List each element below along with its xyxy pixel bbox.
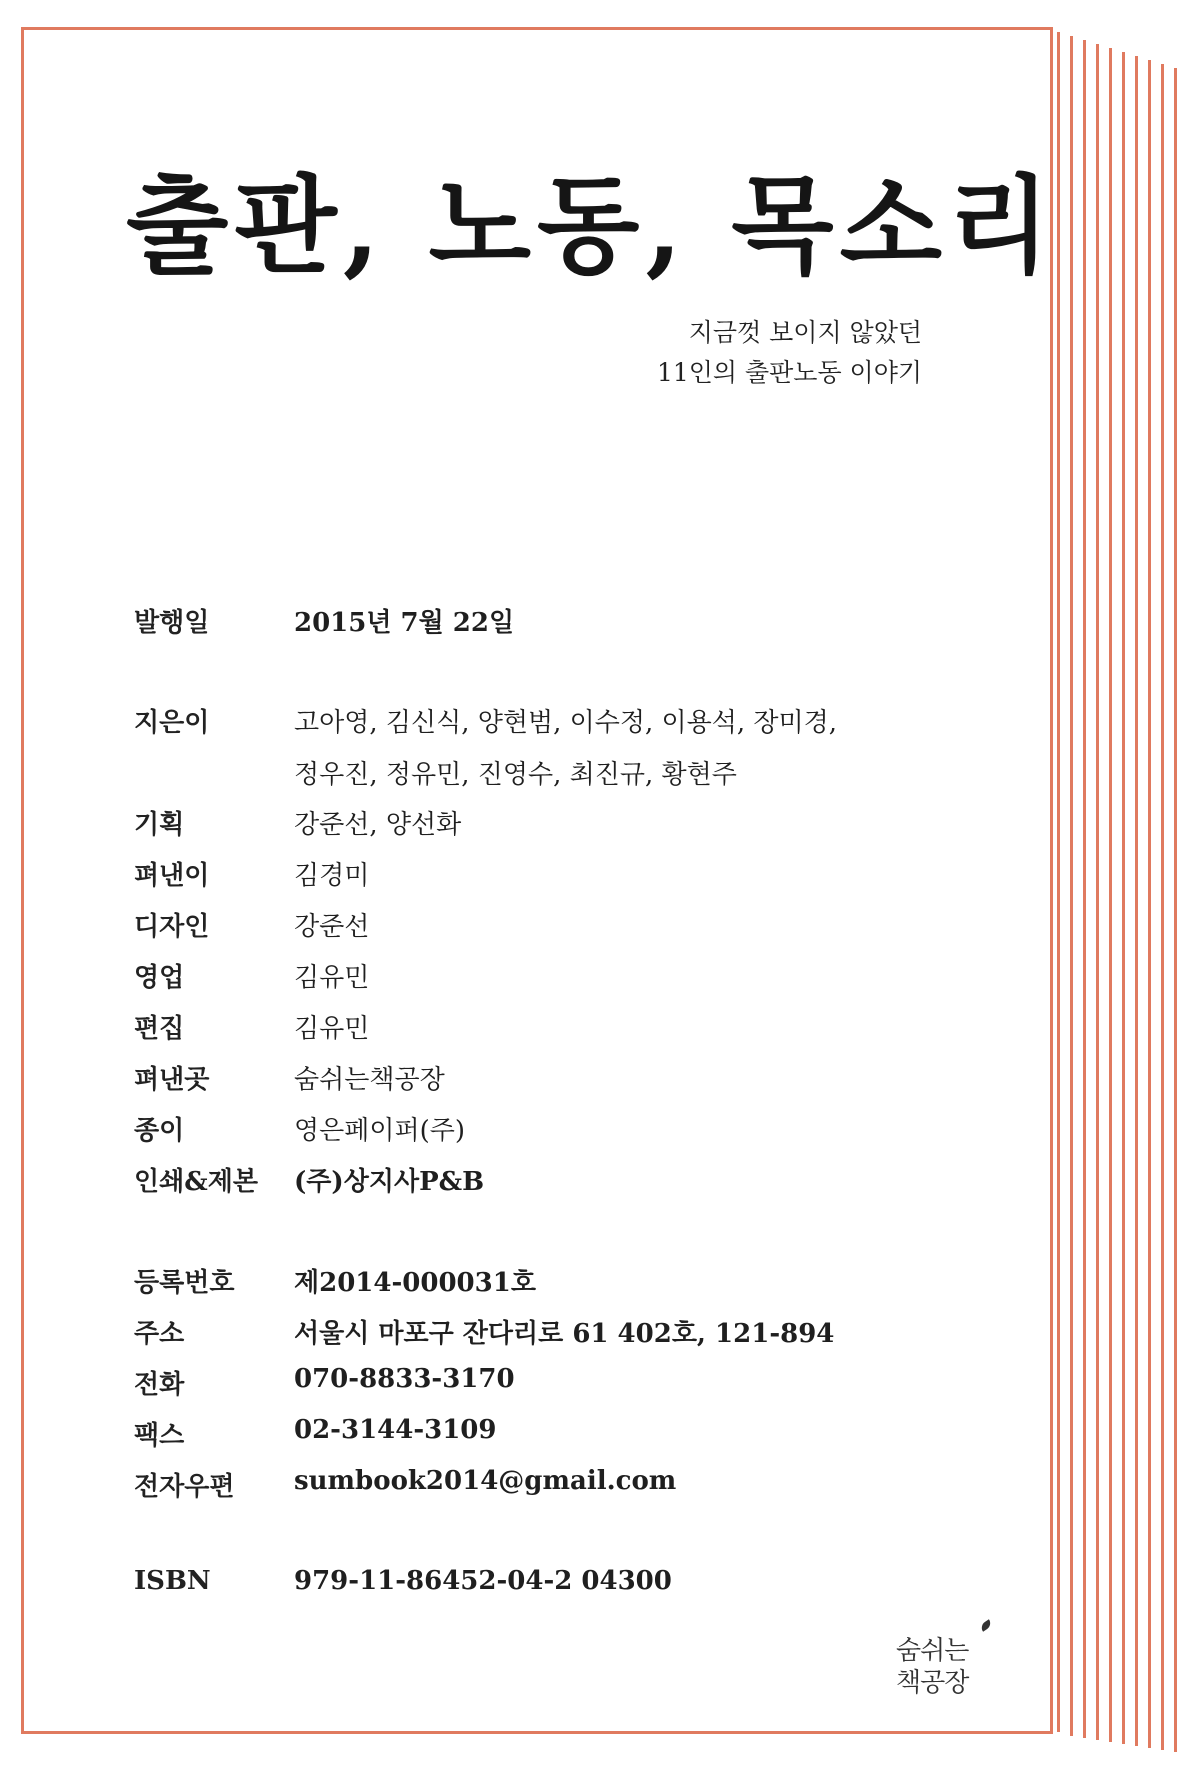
page-edge (1096, 44, 1099, 1740)
page-edge (1057, 32, 1060, 1732)
sales-label: 영업 (134, 963, 185, 993)
leaf-icon (979, 1619, 993, 1632)
email-label: 전자우편 (134, 1472, 235, 1502)
book-title: 출판, 노동, 목소리 (126, 163, 1057, 288)
registration-label: 등록번호 (134, 1268, 235, 1298)
authors-line: 정우진, 정유민, 진영수, 최진규, 황현주 (294, 760, 737, 790)
printing-value: (주)상지사P&B (294, 1167, 485, 1197)
authors-line: 고아영, 김신식, 양현범, 이수정, 이용석, 장미경, (294, 708, 837, 738)
printing-label: 인쇄&제본 (134, 1167, 258, 1197)
page-edge (1135, 56, 1138, 1746)
page-edge (1070, 36, 1073, 1736)
page-edge (1148, 60, 1151, 1748)
planning-label: 기획 (134, 810, 185, 840)
design-value: 강준선 (294, 912, 370, 942)
isbn-value: 979-11-86452-04-2 04300 (294, 1566, 672, 1596)
colophon-page (21, 27, 1057, 1734)
isbn-label: ISBN (134, 1566, 211, 1596)
paper-value: 영은페이퍼(주) (294, 1116, 465, 1146)
page-edge (1174, 68, 1177, 1752)
registration-value: 제2014-000031호 (294, 1268, 536, 1298)
design-label: 디자인 (134, 912, 210, 942)
phone-label: 전화 (134, 1370, 185, 1400)
page-edge (1122, 52, 1125, 1744)
publisher-label: 펴낸곳 (134, 1065, 210, 1095)
phone-value: 070-8833-3170 (294, 1364, 515, 1394)
subtitle-line: 지금껏 보이지 않았던 (688, 318, 922, 347)
authors-value (294, 702, 837, 806)
planning-value: 강준선, 양선화 (294, 810, 462, 840)
sales-value: 김유민 (294, 963, 370, 993)
address-label: 주소 (134, 1319, 185, 1349)
page-edge (1161, 64, 1164, 1750)
logo-line: 책공장 (896, 1668, 969, 1698)
editing-value: 김유민 (294, 1014, 370, 1044)
subtitle-line: 11인의 출판노동 이야기 (656, 358, 922, 387)
logo-line: 숨쉬는 (896, 1636, 969, 1666)
page-edge (1109, 48, 1112, 1742)
book-subtitle (657, 313, 922, 393)
publisher-person-value: 김경미 (294, 861, 370, 891)
published-label: 발행일 (134, 608, 210, 638)
publisher-logo (896, 1630, 996, 1700)
published-value: 2015년 7월 22일 (294, 608, 515, 638)
paper-label: 종이 (134, 1116, 185, 1146)
fax-label: 팩스 (134, 1421, 185, 1451)
email-value[interactable]: sumbook2014@gmail.com (294, 1466, 677, 1496)
editing-label: 편집 (134, 1014, 185, 1044)
authors-label: 지은이 (134, 708, 210, 738)
publisher-person-label: 펴낸이 (134, 861, 210, 891)
address-value: 서울시 마포구 잔다리로 61 402호, 121-894 (294, 1319, 835, 1349)
page-edge (1083, 40, 1086, 1738)
fax-value: 02-3144-3109 (294, 1415, 497, 1445)
publisher-value: 숨쉬는책공장 (294, 1065, 445, 1095)
